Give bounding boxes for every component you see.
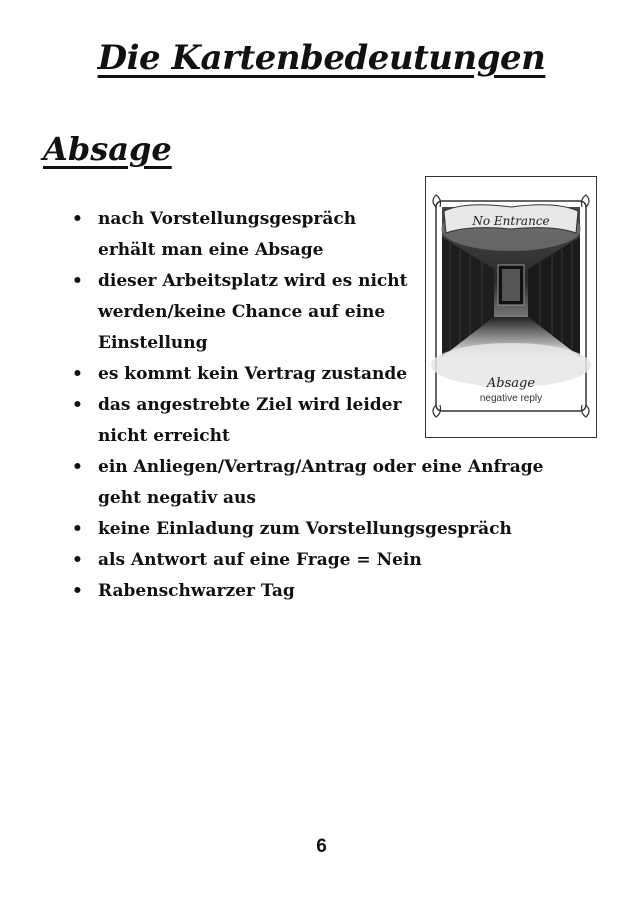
list-item-text: nach Vorstellungsgespräch erhält man eine Absage	[98, 209, 357, 260]
bullet-icon: •	[72, 550, 83, 570]
bullet-icon: •	[72, 395, 83, 415]
section-heading: Absage	[43, 130, 172, 168]
list-item-text: keine Einladung zum Vorstellungsgespräch	[98, 519, 512, 539]
list-item-text: ein Anliegen/Vertrag/Antrag oder eine Anfrage geht negativ aus	[98, 457, 544, 508]
bullet-icon: •	[72, 457, 83, 477]
bullet-icon: •	[72, 364, 83, 384]
page-title: Die Kartenbedeutungen	[97, 38, 546, 78]
list-item-text: das angestrebte Ziel wird leider nicht erreicht	[98, 395, 402, 446]
list-item-text: Rabenschwarzer Tag	[98, 581, 295, 601]
bullet-icon: •	[72, 209, 83, 229]
bullet-icon: •	[72, 581, 83, 601]
list-item	[70, 514, 590, 545]
bullet-icon: •	[72, 519, 83, 539]
list-item-text: als Antwort auf eine Frage = Nein	[98, 550, 422, 570]
card-subtitle: negative reply	[479, 393, 543, 404]
list-item	[70, 576, 590, 607]
list-item-text: es kommt kein Vertrag zustande	[98, 364, 408, 384]
list-item	[70, 452, 590, 514]
card-name: Absage	[486, 376, 536, 391]
card-image	[425, 176, 597, 438]
bullet-icon: •	[72, 271, 83, 291]
card-banner-text: No Entrance	[472, 214, 550, 228]
card-illustration	[426, 177, 596, 437]
list-item	[70, 545, 590, 576]
list-item-text: dieser Arbeitsplatz wird es nicht werden/keine Chance auf eine Einstellung	[98, 271, 408, 353]
page-number: 6	[316, 836, 327, 857]
